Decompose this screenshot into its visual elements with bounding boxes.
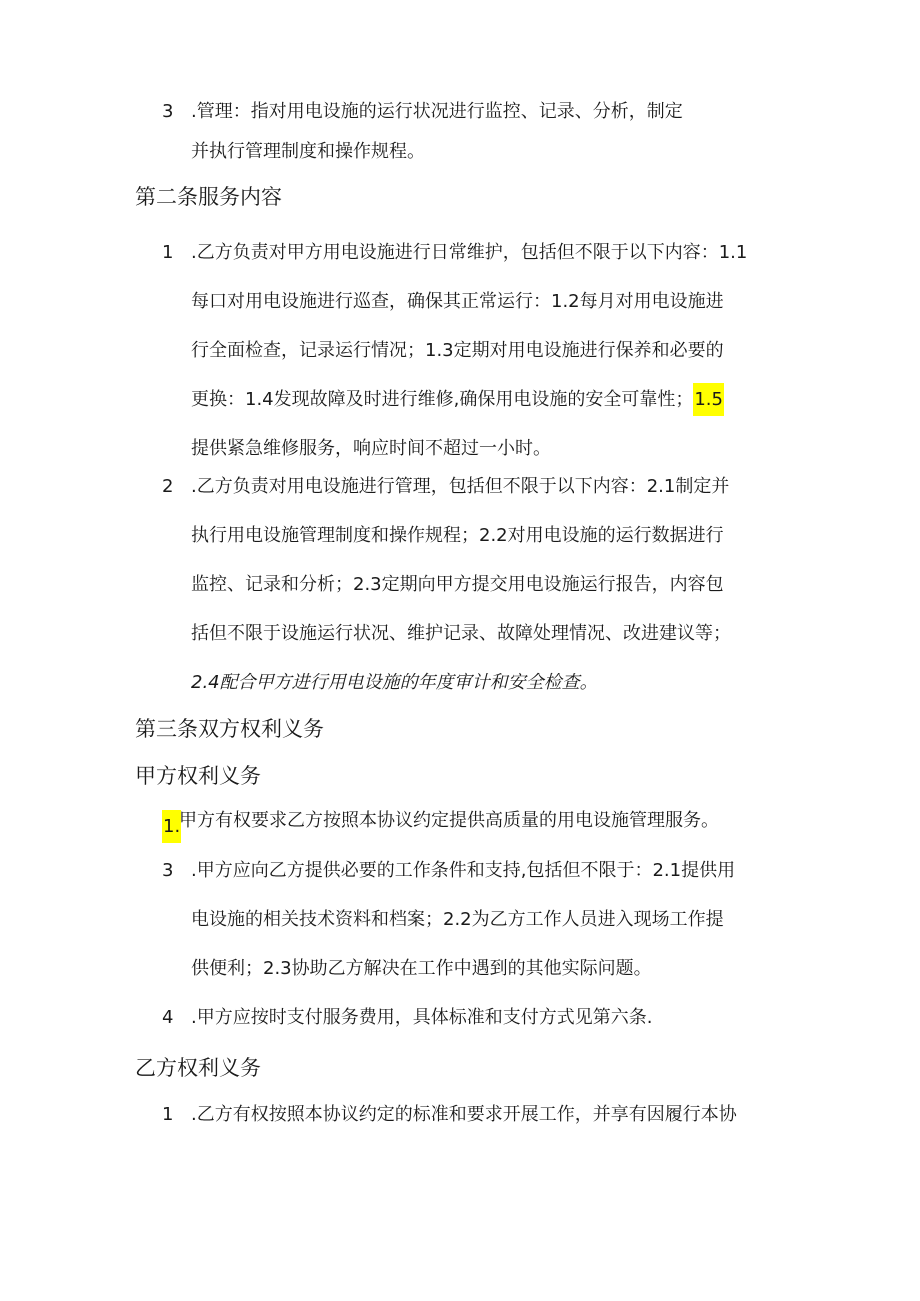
item-line: .乙方有权按照本协议约定的标准和要求开展工作，并享有因履行本协 xyxy=(191,1104,737,1125)
item-number: 1 xyxy=(162,242,174,263)
item-line: 监控、记录和分析；2.3定期向甲方提交用电设施运行报告，内容包 xyxy=(191,574,724,595)
item-line: 并执行管理制度和操作规程。 xyxy=(191,141,425,162)
item-line xyxy=(191,375,802,424)
highlighted-text: 1.5 xyxy=(693,383,724,416)
item-line: .乙方负责对甲方用电设施进行日常维护，包括但不限于以下内容：1.1 xyxy=(191,242,748,263)
item-line: .甲方应向乙方提供必要的工作条件和支持,包括但不限于：2.1提供用 xyxy=(191,860,736,881)
item-line: 每口对用电设施进行巡查，确保其正常运行：1.2每月对用电设施进 xyxy=(191,291,724,312)
item-line: .甲方应按时支付服务费用，具体标准和支付方式见第六条. xyxy=(191,1007,653,1028)
item-body xyxy=(191,92,802,172)
item-line: 供便利；2.3协助乙方解决在工作中遇到的其他实际问题。 xyxy=(191,958,652,979)
item-line: 提供紧急维修服务，响应时间不超过一小时。 xyxy=(191,438,551,459)
item-line: 行全面检查，记录运行情况；1.3定期对用电设施进行保养和必要的 xyxy=(191,340,724,361)
item-line: 括但不限于设施运行状况、维护记录、故障处理情况、改进建议等； xyxy=(191,623,731,644)
item-line: .管理：指对用电设施的运行状况进行监控、记录、分析，制定 xyxy=(191,101,683,122)
section-heading: 第三条双方权利义务 xyxy=(135,717,324,741)
item-line: 电设施的相关技术资料和档案；2.2为乙方工作人员进入现场工作提 xyxy=(191,909,724,930)
item-number: 1 xyxy=(162,1104,174,1125)
item-line-text: 更换：1.4发现故障及时进行维修,确保用电设施的安全可靠性； xyxy=(191,389,694,410)
item-number: 4 xyxy=(162,1007,174,1028)
section-heading: 第二条服务内容 xyxy=(135,185,282,209)
subsection-heading: 乙方权利义务 xyxy=(135,1056,261,1080)
item-line: .乙方负责对用电设施进行管理，包括但不限于以下内容：2.1制定并 xyxy=(191,476,730,497)
item-body xyxy=(191,462,802,707)
item-number: 1. xyxy=(162,810,181,843)
item-line: 执行用电设施管理制度和操作规程；2.2对用电设施的运行数据进行 xyxy=(191,525,724,546)
item-body xyxy=(191,1090,802,1139)
item-number: 2 xyxy=(162,476,174,497)
item-number: 3 xyxy=(162,860,174,881)
item-body xyxy=(191,228,802,473)
subsection-heading: 甲方权利义务 xyxy=(135,764,261,788)
item-body xyxy=(191,993,802,1042)
item-body xyxy=(179,796,790,845)
item-body xyxy=(191,846,802,993)
item-line: 甲方有权要求乙方按照本协议约定提供高质量的用电设施管理服务。 xyxy=(179,810,719,831)
item-number: 3 xyxy=(162,101,174,122)
item-line: 2.4配合甲方进行用电设施的年度审计和安全检查。 xyxy=(191,672,598,693)
